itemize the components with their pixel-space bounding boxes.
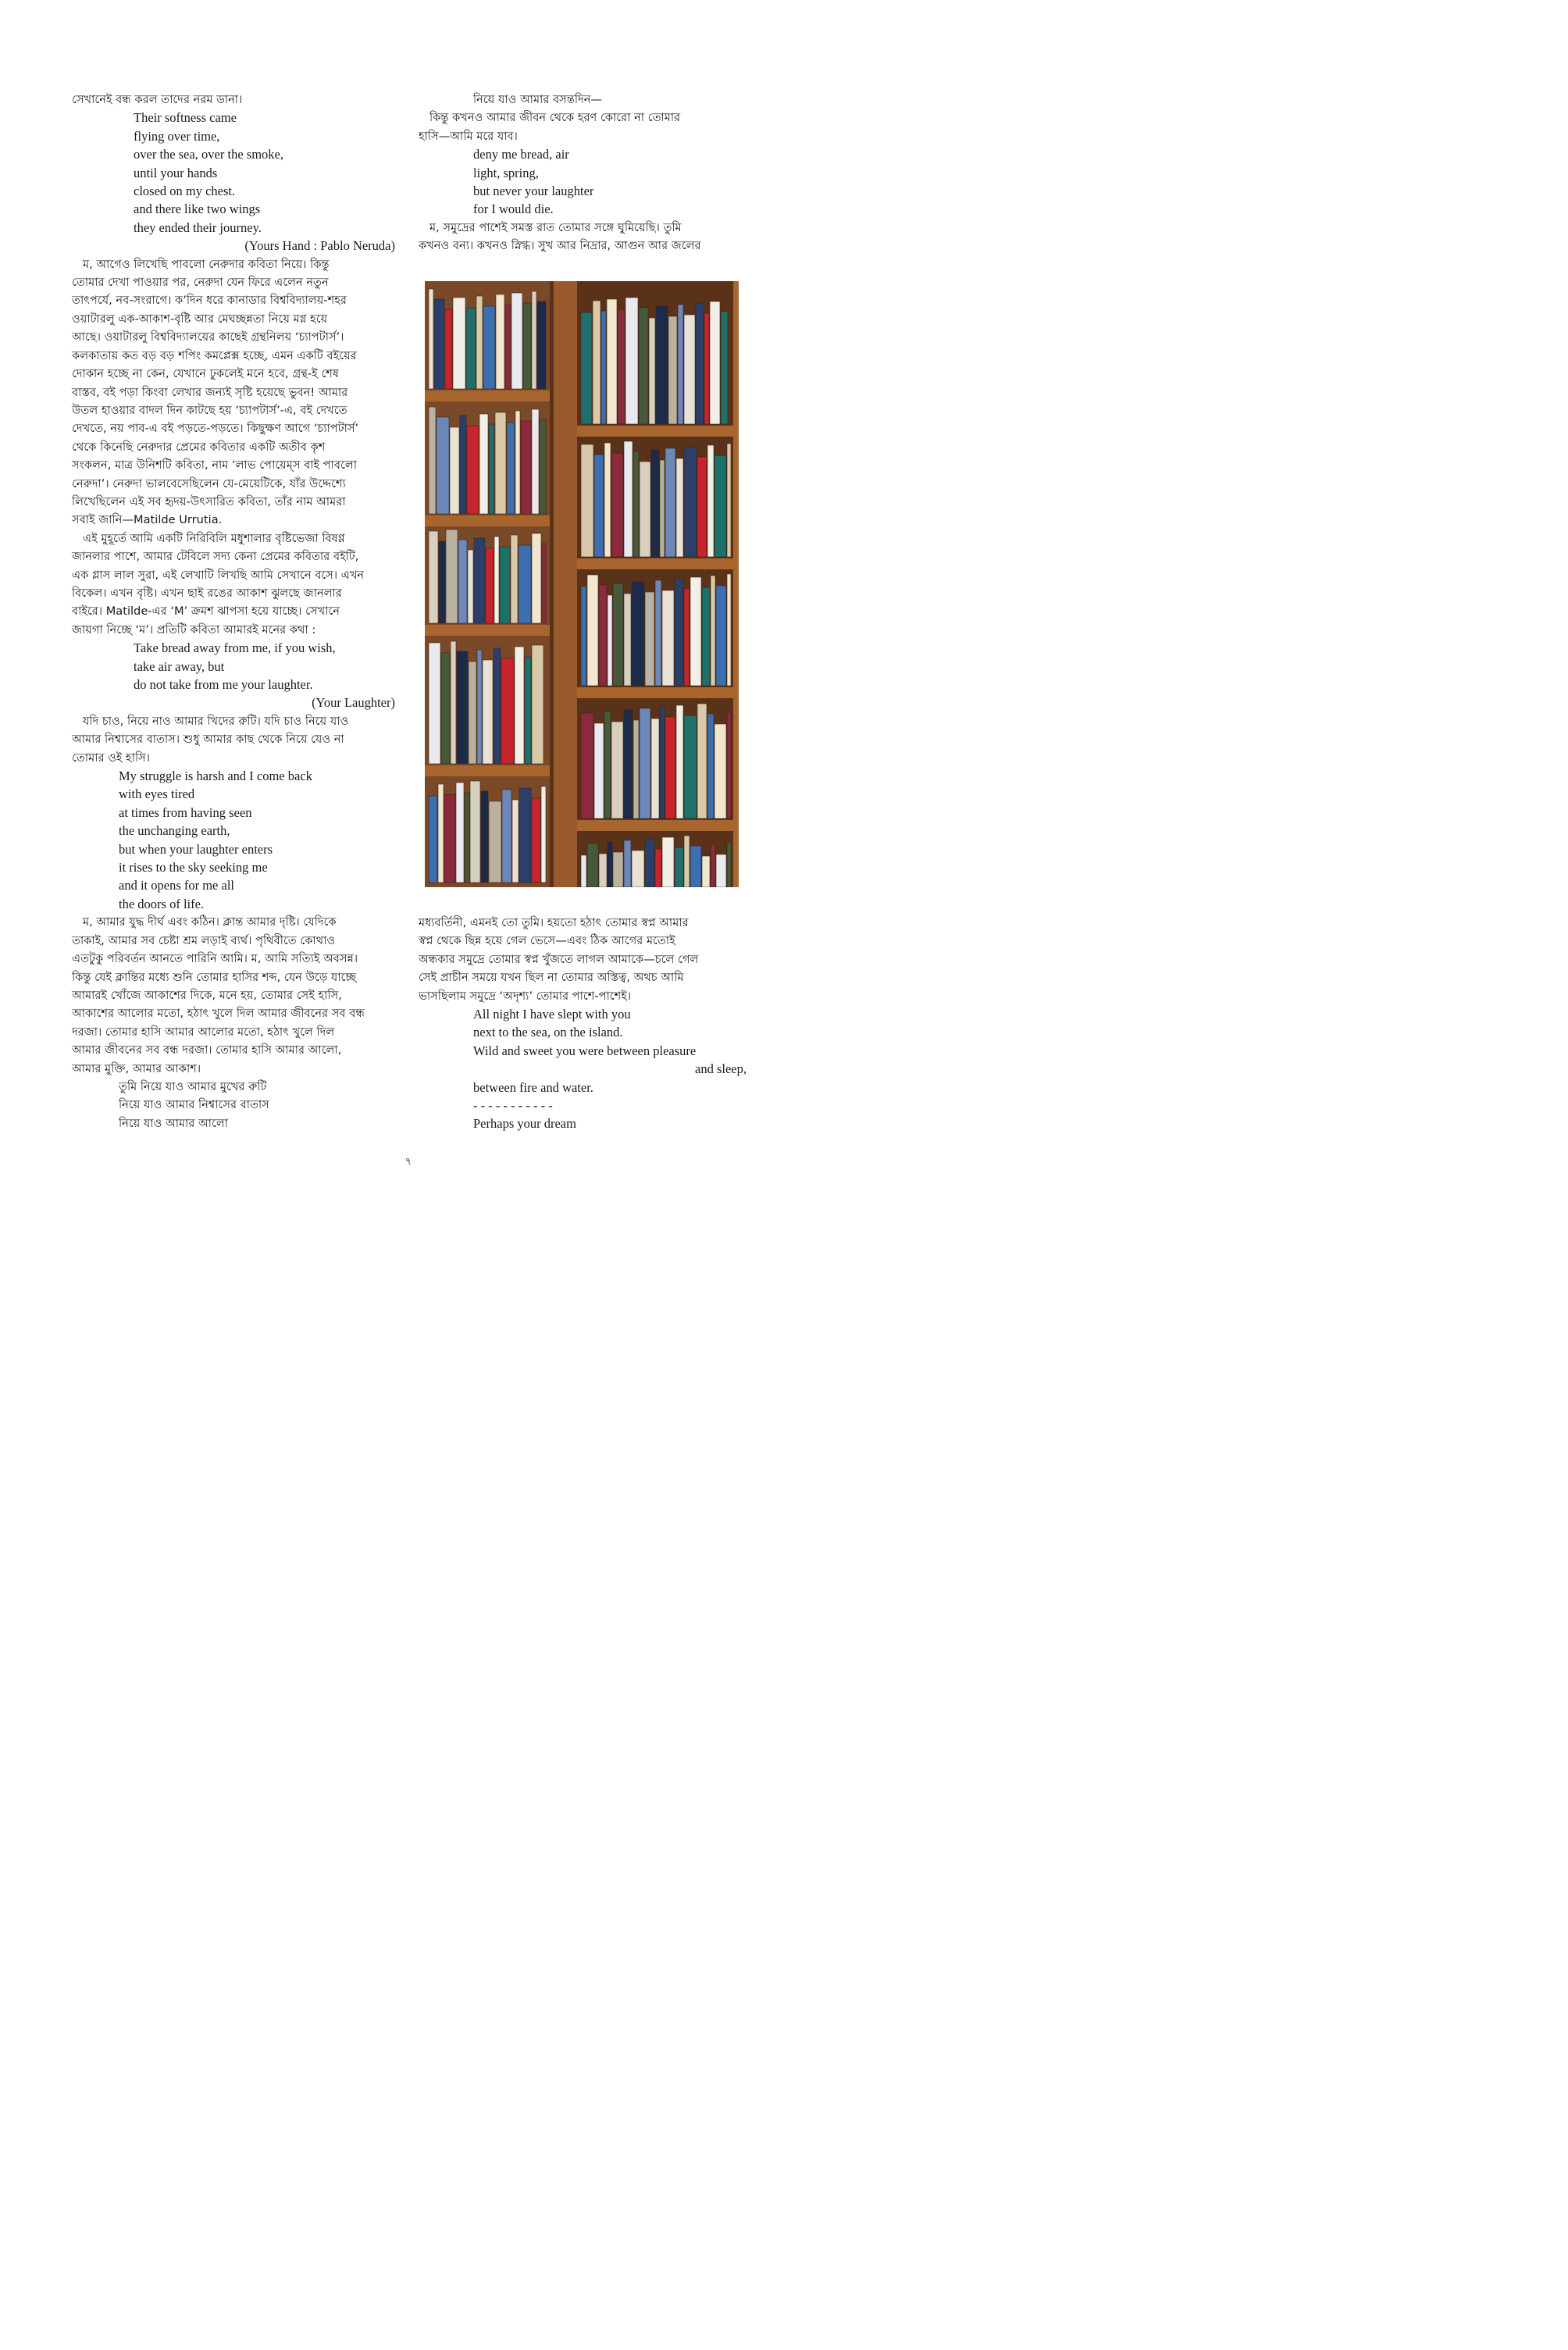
book-spine [633,720,639,818]
book-spine [446,530,458,623]
text-line: কিন্তু কখনও আমার জীবন থেকে হরণ কোরো না তোমার [429,111,681,125]
right-column-top [419,91,747,255]
text-line: তুমি নিয়ে যাও আমার মুখের রুটি [119,1079,267,1093]
book-spine [481,791,488,883]
text-line: নিয়ে যাও আমার নিশ্বাসের বাতাস [119,1098,269,1112]
book-spine [651,450,659,557]
book-spine [489,424,494,514]
book-spine [639,308,648,424]
text-line: এক গ্লাস লাল সুরা, এই লেখাটি লিখছি আমি সেখানে বসে। এখন [72,568,365,582]
text-line: সেই প্রাচীন সময়ে যখন ছিল না তোমার অস্তিত্ব, অথচ আমি [419,971,684,985]
text-line: closed on my chest. [134,184,236,199]
book-spine [675,579,683,686]
book-spine [625,298,638,424]
text-line: My struggle is harsh and I come back [119,768,312,784]
book-spine [444,794,455,883]
book-spine [537,301,546,389]
book-spine [727,574,731,686]
book-spine [502,790,511,883]
book-spine [500,547,510,623]
book-spine [601,311,606,424]
book-spine [678,305,683,424]
book-spine [457,651,468,764]
book-spine [624,594,631,686]
book-spine [479,414,488,514]
book-spine [624,710,633,818]
text-line: আমারই খোঁজে আকাশের দিকে, মনে হয়, তোমার সেই হাসি, [72,988,342,1002]
text-line: between fire and water. [473,1079,593,1095]
book-spine [618,309,625,424]
right-column-bottom [419,914,747,1133]
book-spine [640,462,650,557]
text-line: তোমার দেখা পাওয়ার পর, নেরুদা যেন ফিরে এলেন নতুন [72,276,329,290]
book-spine [532,645,543,764]
text-line: until your hands [134,165,218,180]
book-spine [434,299,444,389]
book-spine [721,312,728,424]
book-spine [593,301,600,424]
book-spine [429,643,440,764]
text-line: বাস্তব, বই পড়া কিংবা লেখার জন্যই সৃষ্টি হয়েছে ভুবন! আমার [72,385,348,399]
book-spine [474,538,485,623]
book-spine [727,444,731,557]
book-spine [690,577,701,686]
book-spine [604,443,611,557]
book-spine [511,535,518,623]
text-line: তোমার ওই হাসি। [72,751,151,765]
book-spine [675,847,683,887]
book-spine [476,296,483,389]
book-spine [466,308,476,389]
book-spine [676,458,683,557]
text-line: যদি চাও, নিয়ে নাও আমার খিদের রুটি। যদি চাও নিয়ে যাও [83,714,349,728]
book-spine [541,786,546,883]
text-line: আমার মুক্তি, আমার আকাশ। [72,1061,201,1075]
book-spine [519,788,531,883]
text-line: do not take from me your laughter. [134,677,313,692]
text-line: ওয়াটারলু এক-আকাশ-বৃষ্টি আর মেঘচ্ছন্নতা নিয়ে মগ্ন হয়ে [72,312,328,326]
text-line: flying over time, [134,128,220,144]
book-spine [684,836,690,887]
book-spine [632,582,644,686]
book-spine [532,533,541,623]
left-column [72,91,395,1132]
book-spine [477,650,482,764]
book-spine [716,586,726,686]
text-line: হাসি—আমি মরে যাব। [419,129,518,143]
text-line: take air away, but [134,658,225,674]
text-line: next to the sea, on the island. [473,1025,623,1040]
text-line: দরজা। তোমার হাসি আমার আলোর মতো, হঠাৎ খুলে দিল [72,1025,335,1039]
book-spine [707,445,714,557]
book-spine [429,407,436,514]
page-number: ৭ [404,1156,412,1168]
text-line: কখনও বন্য। কখনও স্নিগ্ধ। সুখ আর নিদ্রার, আগুন আর জলের [419,239,701,253]
book-spine [727,843,731,887]
text-line: এই মুহূর্তে আমি একটি নিরিবিলি মধুশালার বৃষ্টিভেজা বিষণ্ণ [83,531,345,545]
text-line: (Your Laughter) [312,695,395,711]
text-line: আছে। ওয়াটারলু বিশ্ববিদ্যালয়ের কাছেই গ্রন্থনিলয় ‘চ্যাপটার্স’। [72,330,344,344]
book-spine [660,707,665,818]
text-line: স্বপ্ন থেকে ছিন্ন হয়ে গেল ভেসে—এবং ঠিক আগের মতোই [419,934,675,948]
text-line: আমার নিশ্বাসের বাতাস। শুধু আমার কাছ থেকে নিয়ে যেও না [72,733,344,747]
text-line: অন্ধকার সমুদ্রে তোমার স্বপ্ন খুঁজতে লাগল আমাকে—চলে গেল [419,952,699,966]
book-spine [450,427,459,514]
book-spine [465,793,469,883]
text-line: and sleep, [695,1061,747,1077]
text-line: এতটুকু পরিবর্তন আনতে পারিনি আমি। ম, আমি সত্যিই অবসন্ন। [72,952,358,966]
book-spine [501,658,514,764]
book-spine [684,315,695,424]
book-spine [668,316,677,424]
book-spine [599,854,607,887]
book-spine [594,723,604,818]
text-line: জানলার পাশে, আমার টেবিলে সদ্য কেনা প্রেমের কবিতার বইটি, [72,550,359,564]
book-spine [540,419,546,514]
book-spine [697,457,707,557]
text-line: ম, সমুদ্রের পাশেই সমস্ত রাত তোমার সঙ্গে ঘুমিয়েছি। তুমি [429,220,682,234]
book-spine [512,800,519,883]
book-spine [649,318,655,424]
book-spine [702,587,710,686]
book-spine [495,412,506,514]
book-spine [656,306,668,424]
text-line: ম, আমার যুদ্ধ দীর্ঘ এবং কঠিন। ক্লান্ত আমার দৃষ্টি। যেদিকে [83,915,337,929]
book-spine [525,657,531,764]
text-line: (Yours Hand : Pablo Neruda) [244,238,395,254]
text-line: but never your laughter [473,184,594,199]
book-spine [715,455,726,557]
book-spine [581,855,586,887]
text-line: ভাসছিলাম সমুদ্রে ‘অদৃশ্য’ তোমার পাশে-পাশেই। [419,989,632,1003]
book-spine [611,722,623,818]
text-line: All night I have slept with you [473,1007,631,1022]
book-spine [486,548,494,623]
book-spine [429,796,437,883]
book-spine [532,798,540,883]
book-spine [710,301,720,424]
text-line: and there like two wings [134,201,261,217]
text-line: সেখানেই বন্ধ করল তাদের নরম ডানা। [72,93,243,106]
book-spine [632,850,644,887]
book-spine [496,294,504,389]
book-spine [523,303,531,389]
text-line: সংকলন, মাত্র উনিশটি কবিতা, নাম ‘লাভ পোয়েম্‌স বাই পাবলো [72,458,357,472]
book-spine [651,719,659,818]
book-spine [445,309,452,389]
book-spine [624,441,633,557]
book-spine [690,846,701,887]
text-line: they ended their journey. [134,219,262,235]
text-line: but when your laughter enters [119,841,273,857]
book-spine [483,306,495,389]
book-spine [437,417,449,514]
book-spine [727,712,731,818]
book-spine [715,724,726,818]
book-spine [645,592,654,686]
book-spine [469,661,476,764]
text-line: it rises to the sky seeking me [119,860,268,875]
book-spine [655,849,661,887]
book-spine [505,305,511,389]
book-spine [581,713,593,818]
book-spine [532,291,536,389]
book-spine [507,423,515,514]
book-spine [624,840,631,887]
book-spine [696,303,704,424]
book-spine [460,415,466,514]
book-spine [587,575,598,686]
book-spine [665,717,675,818]
book-spine [662,590,674,686]
text-line: the unchanging earth, [119,823,230,839]
text-line: আকাশের আলোর মতো, হঠাৎ খুলে দিল আমার জীবনের সব বন্ধ [72,1007,365,1021]
book-spine [704,313,709,424]
book-spine [470,781,480,883]
text-line: বাইরে। Matilde-এর ‘M’ ক্রমশ ঝাপসা হয়ে যাচ্ছে। সেখানে [72,604,340,619]
book-spine [489,801,501,883]
text-line: উতল হাওয়ার বাদল দিন কাটছে হয় ‘চ্যাপটার্স’-এ, বই দেখতে [72,403,347,417]
book-spine [640,708,650,818]
text-line: deny me bread, air [473,147,569,162]
text-line: Wild and sweet you were between pleasure [473,1043,697,1058]
text-line: বিকেল। এখন বৃষ্টি। এখন ছাই রঙের আকাশ ঝুলছে জানলার [72,586,342,600]
book-spine [594,455,604,557]
book-spine [645,839,654,887]
text-line: সবাই জানি—Matilde Urrutia. [72,513,223,527]
text-line: নেরুদা’। নেরুদা ভালবেসেছিলেন যে-মেয়েটিকে, যাঁর উদ্দেশ্যে [72,476,346,490]
book-spine [684,589,690,686]
book-spine [604,711,611,818]
book-spine [429,531,438,623]
book-spine [458,540,467,623]
book-spine [515,411,520,514]
text-line: নিয়ে যাও আমার বসন্তদিন— [473,93,602,106]
text-line: and it opens for me all [119,878,235,893]
book-spine [684,715,697,818]
book-spine [581,444,593,557]
book-spine [676,705,683,818]
text-line: নিয়ে যাও আমার আলো [119,1116,229,1130]
text-line: তাকাই, আমার সব চেষ্টা শ্রম লড়াই ব্যর্থ। পৃথিবীতে কোথাও [72,933,336,947]
book-spine [483,660,493,764]
book-spine [429,289,433,389]
book-spine [711,576,715,686]
book-spine [581,587,586,686]
text-line: তাৎপর্যে, নব-সংরাগে। ক’দিন ধরে কানাডার বিশ্ববিদ্যালয়-শহর [72,294,347,308]
text-line: মধ্যবর্তিনী, এমনই তো তুমি। হয়তো হঠাৎ তোমার স্বপ্ন আমার [419,916,689,929]
book-spine [511,293,522,389]
text-line: the doors of life. [119,896,205,911]
book-spine [711,844,715,887]
book-spine [613,852,623,887]
book-spine [439,541,445,623]
text-line: - - - - - - - - - - - [473,1098,553,1114]
book-spine [494,537,499,623]
book-spine [702,856,710,887]
book-spine [451,641,456,764]
bookshelf-photo [425,281,739,887]
book-spine [468,550,473,623]
book-spine [438,784,444,883]
book-spine [716,854,726,887]
text-line: দোকান হচ্ছে না কেন, যেখানে ঢুকলেই মনে হবে, গ্রন্থ-ই শেষ [72,367,339,381]
book-spine [494,648,501,764]
book-spine [697,704,707,818]
book-spine [532,409,539,514]
text-line: ম, আগেও লিখেছি পাবলো নেরুদার কবিতা নিয়ে। কিন্তু [83,257,330,271]
text-line: জায়গা নিচ্ছে ‘ম’। প্রতিটি কবিতা আমারই মনের কথা : [72,622,316,637]
book-spine [521,421,531,514]
book-spine [611,453,623,557]
text-line: লিখেছিলেন এই সব হৃদয়-উৎসারিত কবিতা, তাঁর নাম আমরা [72,494,346,508]
book-spine [707,714,714,818]
text-line: দেখতে, নয় পাব-এ বই পড়তে-পড়তে। কিছুক্ষণ আগে ‘চ্যাপটার্স’ [72,422,359,436]
book-spine [662,837,674,887]
book-spine [633,451,639,557]
book-spine [441,653,450,764]
book-spine [519,545,531,623]
text-line: for I would die. [473,201,554,217]
book-spine [467,426,479,514]
text-line: with eyes tired [119,786,195,802]
text-line: থেকে কিনেছি নেরুদার প্রেমের কবিতার একটি অতীব কৃশ [72,440,326,454]
book-spine [684,447,697,557]
book-spine [607,299,617,424]
bookshelf-illustration [425,281,739,887]
book-spine [608,595,612,686]
text-line: over the sea, over the smoke, [134,147,283,162]
book-spine [581,312,592,424]
text-line: Their softness came [134,110,237,126]
text-line: light, spring, [473,165,539,180]
text-line: Perhaps your dream [473,1116,576,1132]
book-spine [456,783,464,883]
book-spine [515,647,524,764]
text-line: কলকাতায় কত বড় বড় শপিং কমপ্লেক্স হচ্ছে, এমন একটি বইয়ের [72,348,357,362]
text-line: আমার জীবনের সব বন্ধ দরজা। তোমার হাসি আমার আলো, [72,1043,342,1057]
book-spine [599,585,607,686]
book-spine [587,843,598,887]
book-spine [542,544,546,623]
text-line: কিন্তু যেই ক্লান্তির মধ্যে শুনি তোমার হাসির শব্দ, যেন উড়ে যাচ্ছে [72,970,357,984]
text-line: at times from having seen [119,804,252,820]
book-spine [660,460,665,557]
book-spine [613,583,623,686]
text-line: Take bread away from me, if you wish, [134,640,336,656]
book-spine [655,580,661,686]
book-spine [608,842,612,887]
book-spine [453,298,465,389]
book-spine [665,448,675,557]
